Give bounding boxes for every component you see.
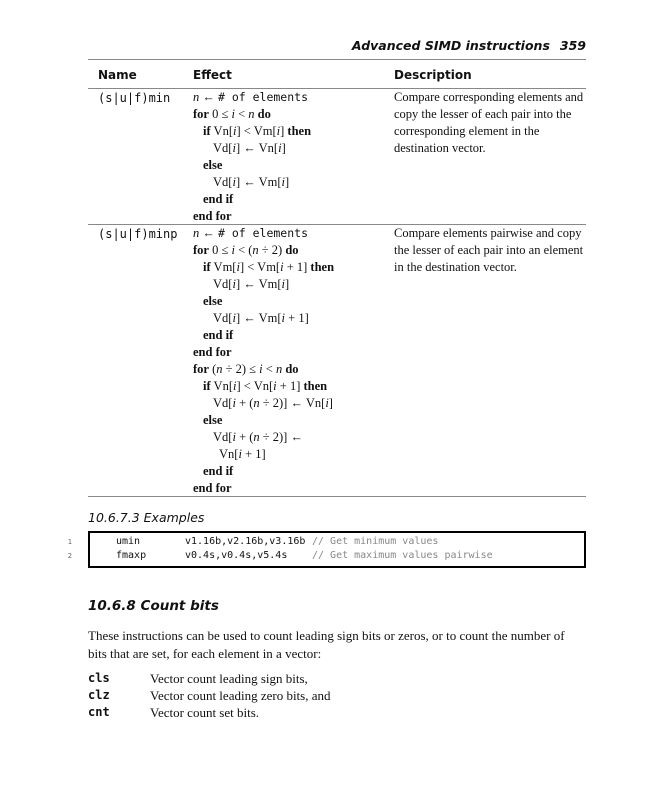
instruction-name: (s|u|f)minp [98, 227, 178, 241]
instruction-name: (s|u|f)min [98, 91, 171, 105]
instruction-definition: Vector count set bits. [150, 705, 260, 720]
instruction-term: clz [88, 688, 110, 702]
code-line: Vd[i + (n ÷ 2)] ← Vn[i] [213, 396, 333, 410]
instruction-description: Compare corresponding elements and copy the lesser of each pair into the corresponding element in the destination vector. [394, 90, 584, 155]
code-operands: v0.4s,v0.4s,v5.4s [185, 550, 288, 561]
running-header [352, 38, 586, 53]
code-line: end for [193, 345, 232, 359]
effect-pseudocode [193, 89, 311, 225]
line-number: 2 [67, 552, 72, 560]
code-line: end if [203, 192, 234, 206]
body-paragraph: These instructions can be used to count leading sign bits or zeros, or to count the number of bits that are set, for each element in a vector: [88, 628, 565, 661]
code-line: Vd[i + (n ÷ 2)] ← [213, 430, 303, 444]
instruction-definition: Vector count leading sign bits, [150, 671, 308, 686]
examples-heading: 10.6.7.3 Examples [88, 510, 205, 525]
section-heading: 10.6.8 Count bits [88, 598, 219, 614]
code-line: end for [193, 209, 232, 223]
instruction-term: cls [88, 671, 110, 685]
header-title: Advanced SIMD instructions [351, 38, 550, 53]
code-listing [67, 531, 586, 568]
table-row [88, 225, 586, 496]
code-operands: v1.16b,v2.16b,v3.16b [185, 536, 306, 547]
code-line: for 0 ≤ i < (n ÷ 2) do [193, 243, 299, 257]
table-header-row [88, 60, 586, 88]
code-line: Vn[i + 1] [219, 447, 266, 461]
code-line: else [203, 294, 223, 308]
column-header-name: Name [98, 68, 137, 82]
code-comment: // Get minimum values [312, 536, 439, 547]
code-line: if Vm[i] < Vm[i + 1] then [203, 260, 335, 274]
code-line: for 0 ≤ i < n do [193, 107, 271, 121]
instruction-definition: Vector count leading zero bits, and [150, 688, 331, 703]
code-line: n ← # of elements [193, 226, 309, 240]
code-opcode: umin [116, 536, 141, 547]
code-line: else [203, 413, 223, 427]
instruction-description: Compare elements pairwise and copy the lesser of each pair into an element in the destination vector. [394, 226, 584, 274]
code-line: Vd[i] ← Vn[i] [213, 141, 286, 155]
code-line: Vd[i] ← Vm[i] [213, 277, 290, 291]
code-line: if Vn[i] < Vn[i + 1] then [203, 379, 328, 393]
code-line: else [203, 158, 223, 172]
code-opcode: fmaxp [116, 550, 147, 561]
instruction-term: cnt [88, 705, 110, 719]
table-bottom-rule [88, 496, 586, 497]
column-header-effect: Effect [193, 68, 232, 82]
instruction-table [88, 59, 586, 497]
code-line: end if [203, 464, 234, 478]
code-line: n ← # of elements [193, 90, 309, 104]
line-number: 1 [67, 538, 72, 546]
page-number: 359 [559, 38, 586, 53]
effect-pseudocode [193, 225, 334, 497]
column-header-description: Description [394, 68, 472, 82]
code-line: end for [193, 481, 232, 495]
code-line: for (n ÷ 2) ≤ i < n do [193, 362, 299, 376]
table-row [88, 89, 586, 224]
code-line: Vd[i] ← Vm[i + 1] [213, 311, 309, 325]
code-line: if Vn[i] < Vm[i] then [203, 124, 312, 138]
code-line: Vd[i] ← Vm[i] [213, 175, 290, 189]
code-line: end if [203, 328, 234, 342]
code-comment: // Get maximum values pairwise [312, 550, 493, 561]
